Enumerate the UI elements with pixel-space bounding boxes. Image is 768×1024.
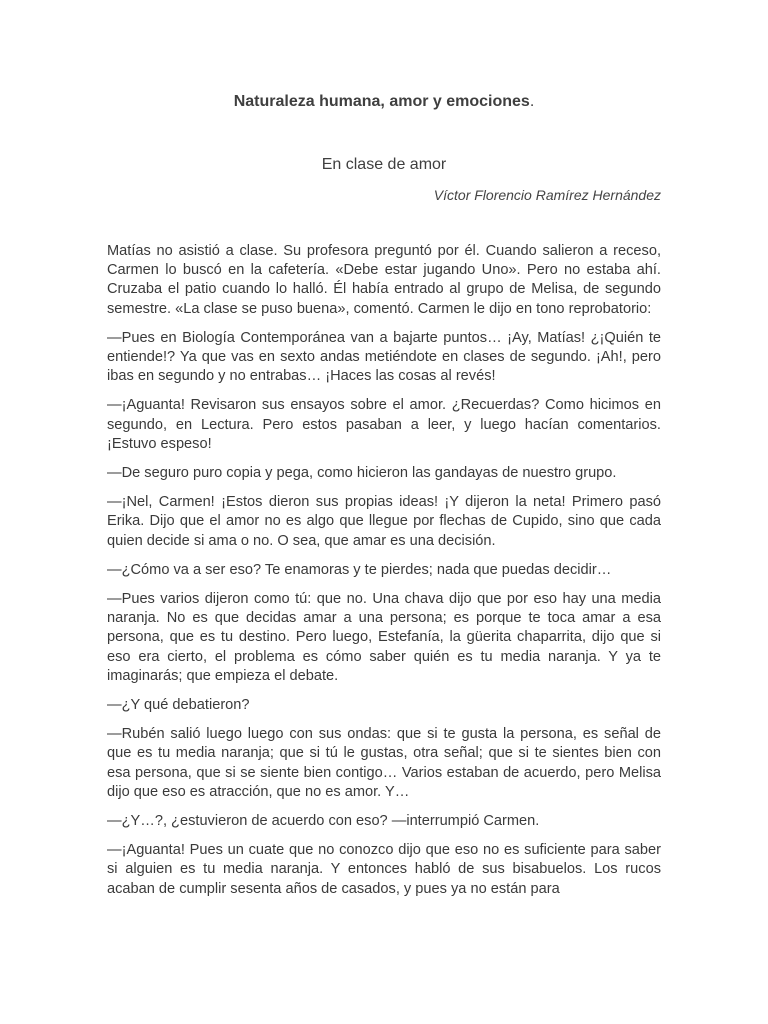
paragraph: —¿Y qué debatieron? bbox=[107, 697, 250, 714]
paragraph: —¡Aguanta! Revisaron sus ensayos sobre el amor. ¿Recuerdas? Como hicimos en segundo, en Lectura. Pero estos pasaban a leer, y luego hacían comentarios. ¡Estuvo espeso! bbox=[107, 397, 661, 452]
paragraph: Matías no asistió a clase. Su profesora preguntó por él. Cuando salieron a receso, Carmen lo buscó en la cafetería. «Debe estar jugando Uno». Pero no estaba ahí. Cruzaba el patio cuando lo halló. Él había entrado al grupo de Melisa, de segundo semestre. «La clase se puso buena», comentó. Carmen le dijo en tono reprobatorio: bbox=[107, 243, 661, 317]
paragraph: —De seguro puro copia y pega, como hicieron las gandayas de nuestro grupo. bbox=[107, 465, 617, 482]
paragraph: —¡Nel, Carmen! ¡Estos dieron sus propias ideas! ¡Y dijeron la neta! Primero pasó Erika. Dijo que el amor no es algo que llegue por flechas de Cupido, sino que cada quien decide si ama o no. O sea, que amar es una decisión. bbox=[107, 494, 661, 549]
section-title: En clase de amor bbox=[321, 156, 447, 173]
paragraph: —¿Cómo va a ser eso? Te enamoras y te pierdes; nada que puedas decidir… bbox=[107, 561, 612, 578]
paragraph: —Pues en Biología Contemporánea van a bajarte puntos… ¡Ay, Matías! ¿¡Quién te entiende!? Ya que vas en sexto andas metiéndote en clases de segundo. ¡Ah!, pero ibas en segundo y no entrabas… ¡Haces las cosas al revés! bbox=[107, 329, 661, 385]
paragraph: —Rubén salió luego luego con sus ondas: que si te gusta la persona, es señal de que es tu media naranja; que si tú le gustas, otra señal; que si te sientes bien con esa persona, que si se siente bien contigo… Varios estaban de acuerdo, pero Melisa dijo que eso es atracción, que no es amor. Y… bbox=[107, 726, 661, 800]
paragraph: —¿Y…?, ¿estuvieron de acuerdo con eso? —interrumpió Carmen. bbox=[107, 813, 540, 830]
document-title-suffix: . bbox=[529, 93, 535, 110]
author-byline: Víctor Florencio Ramírez Hernández bbox=[433, 187, 661, 203]
paragraph: —¡Aguanta! Pues un cuate que no conozco dijo que eso no es suficiente para saber si alguien es tu media naranja. Y entonces habló de sus bisabuelos. Los rucos acaban de cumplir sesenta años de casados, y pues ya no están para bbox=[107, 842, 661, 897]
paragraph: —Pues varios dijeron como tú: que no. Una chava dijo que por eso hay una media naranja. No es que decidas amar a una persona; es porque te toca amar a esa persona, que es tu destino. Pero luego, Estefanía, la güerita chaparrita, dijo que si eso era cierto, el problema es cómo saber quién es tu media naranja. Y ya te imaginarás; que empieza el debate. bbox=[107, 591, 661, 684]
story-body bbox=[107, 242, 661, 909]
document-title bbox=[0, 92, 768, 112]
document-title-text: Naturaleza humana, amor y emociones bbox=[233, 93, 530, 110]
